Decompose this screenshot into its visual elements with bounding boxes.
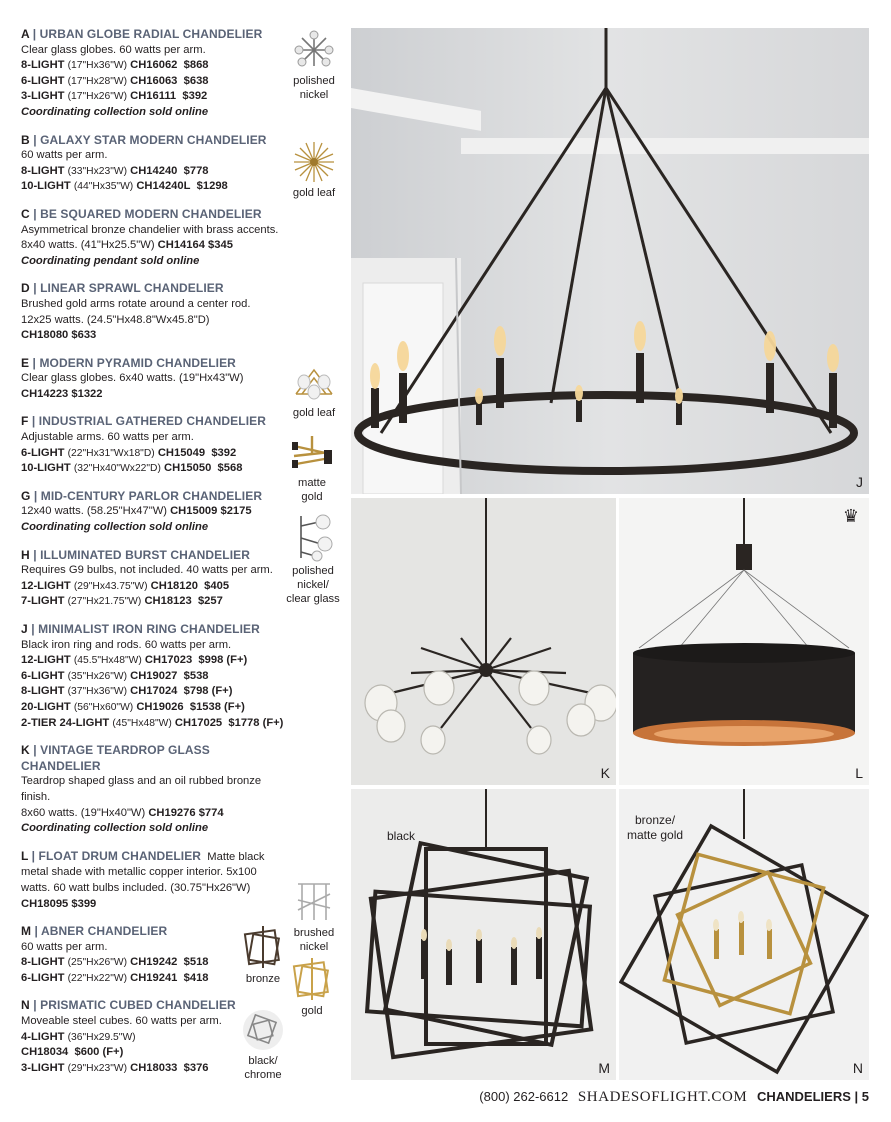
entry-heading: B | GALAXY STAR MODERN CHANDELIER (21, 132, 267, 147)
entry-c (21, 207, 291, 269)
size-row: 12-LIGHT (45.5"Hx48"W) CH17023 $998 (F+) (21, 654, 248, 667)
swatch-l: brushed nickel (286, 880, 342, 954)
entry-k (21, 743, 291, 837)
page-footer: (800) 262-6612 SHADESOFLIGHT.COM CHANDELIERS | 5 (479, 1089, 869, 1105)
size-row: 12x25 watts. (24.5"Hx48.8"Wx45.8"D) (21, 313, 210, 326)
entry-desc: Brushed gold arms rotate around a center rod. (21, 297, 251, 310)
entry-g (21, 489, 291, 536)
photo-label-k: K (600, 765, 610, 781)
entry-desc: Asymmetrical bronze chandelier with brass accents. (21, 223, 279, 236)
photo-n (619, 789, 869, 1080)
size-row: CH18080 $633 (21, 329, 97, 342)
entry-heading: G | MID-CENTURY PARLOR CHANDELIER (21, 488, 263, 503)
entry-heading: H | ILLUMINATED BURST CHANDELIER (21, 547, 251, 562)
photo-j (351, 28, 869, 494)
photo-m (351, 789, 616, 1080)
entry-d (21, 281, 291, 343)
size-row: 8x60 watts. (19"Hx40"W) CH19276 $774 (21, 806, 224, 819)
size-row: 7-LIGHT (27"Hx21.75"W) CH18123 $257 (21, 595, 223, 608)
swatch-f: matte gold (283, 434, 341, 504)
entry-heading: K | VINTAGE TEARDROP GLASS CHANDELIER (21, 743, 210, 773)
entry-a (21, 27, 291, 121)
size-row: 10-LIGHT (44"Hx35"W) CH14240L $1298 (21, 180, 228, 193)
entry-heading: N | PRISMATIC CUBED CHANDELIER (21, 998, 236, 1013)
page-number: 5 (861, 1089, 869, 1104)
entry-desc: Matte black metal shade with metallic copper interior. 5x100 watts. 60 watt bulbs included. (30.75"Hx26"W) (21, 850, 265, 894)
size-row: 10-LIGHT (32"Hx40"Wx22"D) CH15050 $568 (21, 462, 243, 475)
swatch-g: polished nickel/ clear glass (281, 512, 345, 606)
entry-desc: Clear glass globes. 60 watts per arm. (21, 43, 206, 56)
size-row: CH14223 $1322 (21, 387, 103, 400)
entry-desc: Teardrop shaped glass and an oil rubbed bronze finish. (21, 775, 262, 803)
variant-label-black: black (387, 829, 416, 843)
entry-e (21, 356, 291, 403)
iron-ring-chandelier-image (351, 28, 869, 494)
size-row: 6-LIGHT (22"Hx22"W) CH19241 $418 (21, 971, 209, 984)
size-row: 6-LIGHT (17"Hx28"W) CH16063 $638 (21, 74, 209, 87)
photo-l (619, 498, 869, 785)
entry-heading: C | BE SQUARED MODERN CHANDELIER (21, 206, 262, 221)
entry-desc: Moveable steel cubes. 60 watts per arm. (21, 1015, 222, 1028)
entry-heading: J | MINIMALIST IRON RING CHANDELIER (21, 622, 260, 636)
footer-phone: (800) 262-6612 (479, 1089, 569, 1104)
entry-heading: A | URBAN GLOBE RADIAL CHANDELIER (21, 27, 263, 41)
gathered-thumb-icon (290, 434, 334, 474)
photo-k (351, 498, 616, 785)
size-row: 3-LIGHT (17"Hx26"W) CH16111 $392 (21, 90, 208, 103)
pyramid-thumb-icon (292, 364, 336, 404)
entry-b (21, 133, 291, 195)
entry-desc: Adjustable arms. 60 watts per arm. (21, 431, 194, 444)
starburst-thumb-icon (292, 140, 336, 184)
entry-note: Coordinating collection sold online (21, 822, 209, 835)
entry-desc: Clear glass globes. 6x40 watts. (19"Hx43"W) (21, 372, 244, 385)
crown-icon: ♛ (842, 506, 859, 526)
swatch-m-bronze: bronze (238, 926, 288, 986)
bronze-thumb-icon (241, 926, 285, 970)
photo-label-j: J (856, 474, 863, 490)
size-row: 12-LIGHT (29"Hx43.75"W) CH18120 $405 (21, 579, 230, 592)
variant-label-bronze: bronze/ matte gold (627, 813, 684, 842)
size-row: 6-LIGHT (22"Hx31"Wx18"D) CH15049 $392 (21, 446, 237, 459)
size-row: 8-LIGHT (33"Hx23"W) CH14240 $778 (21, 164, 209, 177)
swatch-a: polished nickel (286, 28, 342, 102)
entry-desc: Requires G9 bulbs, not included. 40 watts per arm. (21, 564, 273, 577)
entry-desc: Black iron ring and rods. 60 watts per arm. (21, 638, 232, 651)
chandelier-thumb-icon (292, 28, 336, 72)
swatch-n: black/ chrome (237, 1008, 289, 1082)
entry-heading: F | INDUSTRIAL GATHERED CHANDELIER (21, 414, 266, 429)
size-row: 4-LIGHT (36"Hx29.5"W) (21, 1030, 136, 1043)
swatch-e: gold leaf (286, 364, 342, 420)
drum-chandelier-image (619, 498, 869, 785)
size-row: CH18034 $600 (F+) (21, 1046, 124, 1059)
size-row: 3-LIGHT (29"Hx23"W) CH18033 $376 (21, 1061, 209, 1074)
entry-sku: CH18095 $399 (21, 897, 97, 910)
size-row: 2-TIER 24-LIGHT (45"Hx48"W) CH17025 $1778 (F+) (21, 716, 284, 729)
entry-j (21, 622, 291, 731)
size-row: 8-LIGHT (37"Hx36"W) CH17024 $798 (F+) (21, 685, 233, 698)
size-row: 8-LIGHT (25"Hx26"W) CH19242 $518 (21, 956, 209, 969)
gold-thumb-icon (290, 958, 334, 1002)
photo-label-m: M (598, 1060, 610, 1076)
entry-f (21, 414, 291, 476)
size-row: 12x40 watts. (58.25"Hx47"W) CH15009 $2175 (21, 505, 252, 518)
entry-desc: 60 watts per arm. (21, 149, 108, 162)
entry-note: Coordinating pendant sold online (21, 254, 200, 267)
entry-heading: E | MODERN PYRAMID CHANDELIER (21, 355, 236, 370)
entry-note: Coordinating collection sold online (21, 521, 209, 534)
entry-heading: L | FLOAT DRUM CHANDELIER (21, 848, 202, 863)
footer-section: CHANDELIERS (756, 1089, 851, 1104)
chrome-cube-thumb-icon (241, 1008, 285, 1052)
teardrop-glass-chandelier-image (351, 498, 616, 785)
size-row: 8x40 watts. (41"Hx25.5"W) CH14164 $345 (21, 239, 233, 252)
brushed-nickel-thumb-icon (294, 880, 334, 924)
entry-heading: D | LINEAR SPRAWL CHANDELIER (21, 281, 224, 296)
photo-label-n: N (852, 1060, 863, 1076)
swatch-m-gold: gold (287, 958, 337, 1018)
size-row: 20-LIGHT (56"Hx60"W) CH19026 $1538 (F+) (21, 700, 245, 713)
entry-desc: 60 watts per arm. (21, 940, 108, 953)
footer-site: SHADESOFLIGHT.COM (577, 1089, 748, 1105)
swatch-b: gold leaf (286, 140, 342, 200)
parlor-thumb-icon (291, 512, 335, 562)
entry-heading: M | ABNER CHANDELIER (21, 924, 168, 939)
entry-h (21, 548, 291, 610)
entry-note: Coordinating collection sold online (21, 105, 209, 118)
photo-label-l: L (855, 765, 863, 781)
entry-l (21, 849, 283, 912)
size-row: 8-LIGHT (17"Hx36"W) CH16062 $868 (21, 59, 209, 72)
size-row: 6-LIGHT (35"Hx26"W) CH19027 $538 (21, 669, 209, 682)
